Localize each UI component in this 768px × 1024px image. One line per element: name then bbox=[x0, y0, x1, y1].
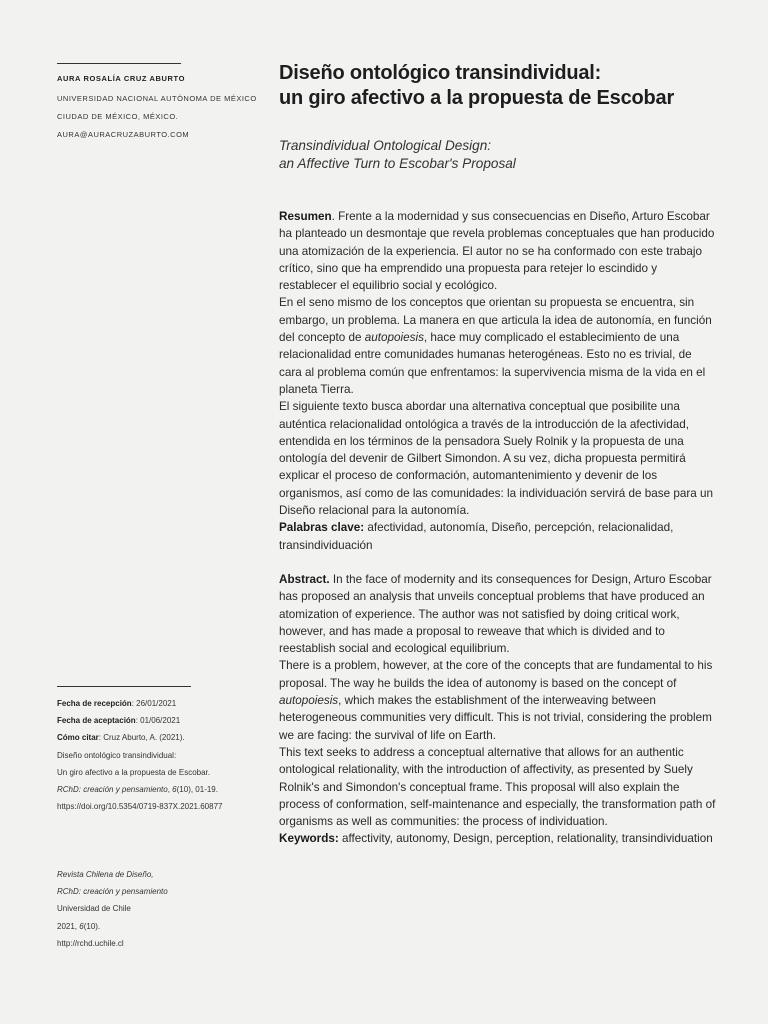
resumen-label: Resumen bbox=[279, 210, 332, 223]
journal-info bbox=[57, 866, 262, 952]
journal-year: 2021, bbox=[57, 921, 80, 931]
abstract-section bbox=[279, 571, 717, 848]
journal-issue bbox=[57, 918, 262, 935]
meta-rule bbox=[57, 686, 191, 687]
palabras-clave-label: Palabras clave: bbox=[279, 521, 365, 535]
keywords bbox=[279, 830, 717, 847]
citation-volume: 6 bbox=[172, 785, 177, 795]
doi-link[interactable]: https://doi.org/10.5354/0719-837X.2021.60877 bbox=[57, 802, 223, 812]
resumen-paragraph-3: El siguiente texto busca abordar una alternativa conceptual que posibilite una auténtica relacionalidad ontológica a través de la introducción de la afectividad, entendida en los términos de la pensadora Suely Rolnik y la propuesta de una ontología del devenir de Gilbert Simondon. A su vez, dicha propuesta permitirá explicar el proceso de conformación, automantenimiento y devenir de los organismos, así como de las comunidades: la individuación servirá de base para un Diseño relacional para la autonomía. bbox=[279, 400, 713, 518]
citation-sep: , bbox=[167, 785, 173, 795]
resumen-paragraph-1 bbox=[279, 208, 717, 294]
keywords-list: affectivity, autonomy, Design, perception, relationality, transindividuation bbox=[338, 832, 713, 846]
article-title bbox=[279, 61, 717, 111]
resumen-text-1: . Frente a la modernidad y sus consecuencias en Diseño, Arturo Escobar ha planteado un desmontaje que revela problemas conceptuales que han producido una atomización de la experiencia. El autor no se ha conformado con este trabajo crítico, sino que ha emprendido una propuesta para retejer lo escindido y restablecer el equilibrio social y ecológico. bbox=[279, 210, 715, 293]
journal-university: Universidad de Chile bbox=[57, 904, 131, 914]
received-date bbox=[57, 695, 262, 712]
citation-title-2: Un giro afectivo a la propuesta de Escobar. bbox=[57, 767, 210, 777]
citation-journal bbox=[57, 781, 262, 798]
palabras-clave-list: afectividad, autonomía, Diseño, percepción, relacionalidad, transindividuación bbox=[279, 521, 674, 552]
cite-value: : Cruz Aburto, A. (2021). bbox=[98, 733, 185, 743]
resumen-paragraph-2 bbox=[279, 294, 717, 398]
resumen-text-2b: , hace muy complicado el establecimiento de una relacionalidad entre comunidades humanas heterogéneas. Esto no es trivial, de cara al problema común que enfrentamos: la supervivencia misma de la vida en el planeta Tierra. bbox=[279, 331, 706, 396]
abstract-paragraph-3: This text seeks to address a conceptual alternative that allows for an authentic ontological relationality, with the introduction of affectivity, as presented by Suely Rolnik's and Simondon's conceptual frame. This proposal will also explain the process of conformation, self-maintenance and especially, the transformation path of organisms as well as communities: the process of individuation. bbox=[279, 745, 716, 829]
subtitle-line-2: an Affective Turn to Escobar's Proposal bbox=[279, 156, 516, 171]
abstract-text-2b: , which makes the establishment of the interweaving between heterogeneous communities very difficult. This is not trivial, considering the problem we are facing: the survival of life on Earth. bbox=[279, 694, 712, 742]
author-rule bbox=[57, 63, 181, 64]
author-location: CIUDAD DE MÉXICO, MÉXICO. bbox=[57, 112, 179, 121]
subtitle-line-1: Transindividual Ontological Design: bbox=[279, 138, 492, 153]
citation-title-1: Diseño ontológico transindividual: bbox=[57, 750, 177, 760]
received-value: : 26/01/2021 bbox=[131, 699, 177, 708]
author-email[interactable]: AURA@AURACRUZABURTO.COM bbox=[57, 130, 190, 139]
cite-label: Cómo citar bbox=[57, 733, 99, 743]
resumen-term: autopoiesis bbox=[364, 331, 424, 345]
journal-volume: 6 bbox=[79, 921, 84, 931]
keywords-label: Keywords: bbox=[279, 832, 339, 846]
accepted-date bbox=[57, 712, 262, 729]
author-affiliation bbox=[57, 90, 262, 144]
received-label: Fecha de recepción bbox=[57, 699, 132, 708]
journal-name-text: Revista Chilena de Diseño, bbox=[57, 870, 154, 879]
journal-url[interactable]: http://rchd.uchile.cl bbox=[57, 938, 124, 948]
journal-name bbox=[57, 866, 262, 883]
abstract-paragraph-1 bbox=[279, 571, 717, 657]
title-line-2: un giro afectivo a la propuesta de Escobar bbox=[279, 87, 675, 109]
citation-line bbox=[57, 729, 262, 746]
accepted-label: Fecha de aceptación bbox=[57, 716, 136, 726]
resumen-text-2a: En el seno mismo de los conceptos que orientan su propuesta se encuentra, sin embargo, un problema. La manera en que articula la idea de autonomía, en función del concepto de bbox=[279, 296, 712, 345]
publication-meta bbox=[57, 686, 262, 815]
title-line-1: Diseño ontológico transindividual: bbox=[279, 62, 602, 84]
author-institution: UNIVERSIDAD NACIONAL AUTÓNOMA DE MÉXICO bbox=[57, 94, 257, 103]
article-subtitle bbox=[279, 137, 717, 173]
journal-subtitle-text: RChD: creación y pensamiento bbox=[57, 887, 168, 897]
abstract-text-2a: There is a problem, however, at the core of the concepts that are fundamental to his proposal. The way he builds the idea of autonomy is based on the concept of bbox=[279, 659, 713, 690]
meta-lines bbox=[57, 695, 262, 815]
abstract-paragraph-2 bbox=[279, 657, 717, 743]
journal-subtitle bbox=[57, 883, 262, 900]
citation-journal-name: RChD: creación y pensamiento bbox=[57, 785, 168, 795]
author-block bbox=[57, 63, 262, 144]
abstract-text-1: In the face of modernity and its consequences for Design, Arturo Escobar has proposed an analysis that unveils conceptual problems that have produced an atomization of experience. The author was not satisfied by doing critical work, however, and has made a proposal to reweave that which is divided and to reestablish social and ecological equilibrium. bbox=[279, 573, 712, 656]
author-name: AURA ROSALÍA CRUZ ABURTO bbox=[57, 74, 186, 83]
palabras-clave bbox=[279, 519, 717, 554]
journal-issue-number: (10). bbox=[83, 921, 101, 931]
abstract-label: Abstract. bbox=[279, 573, 330, 586]
resumen-section bbox=[279, 208, 717, 554]
abstract-term: autopoiesis bbox=[279, 694, 339, 708]
citation-pages: (10), 01-19. bbox=[176, 785, 218, 795]
accepted-value: : 01/06/2021 bbox=[135, 716, 181, 726]
